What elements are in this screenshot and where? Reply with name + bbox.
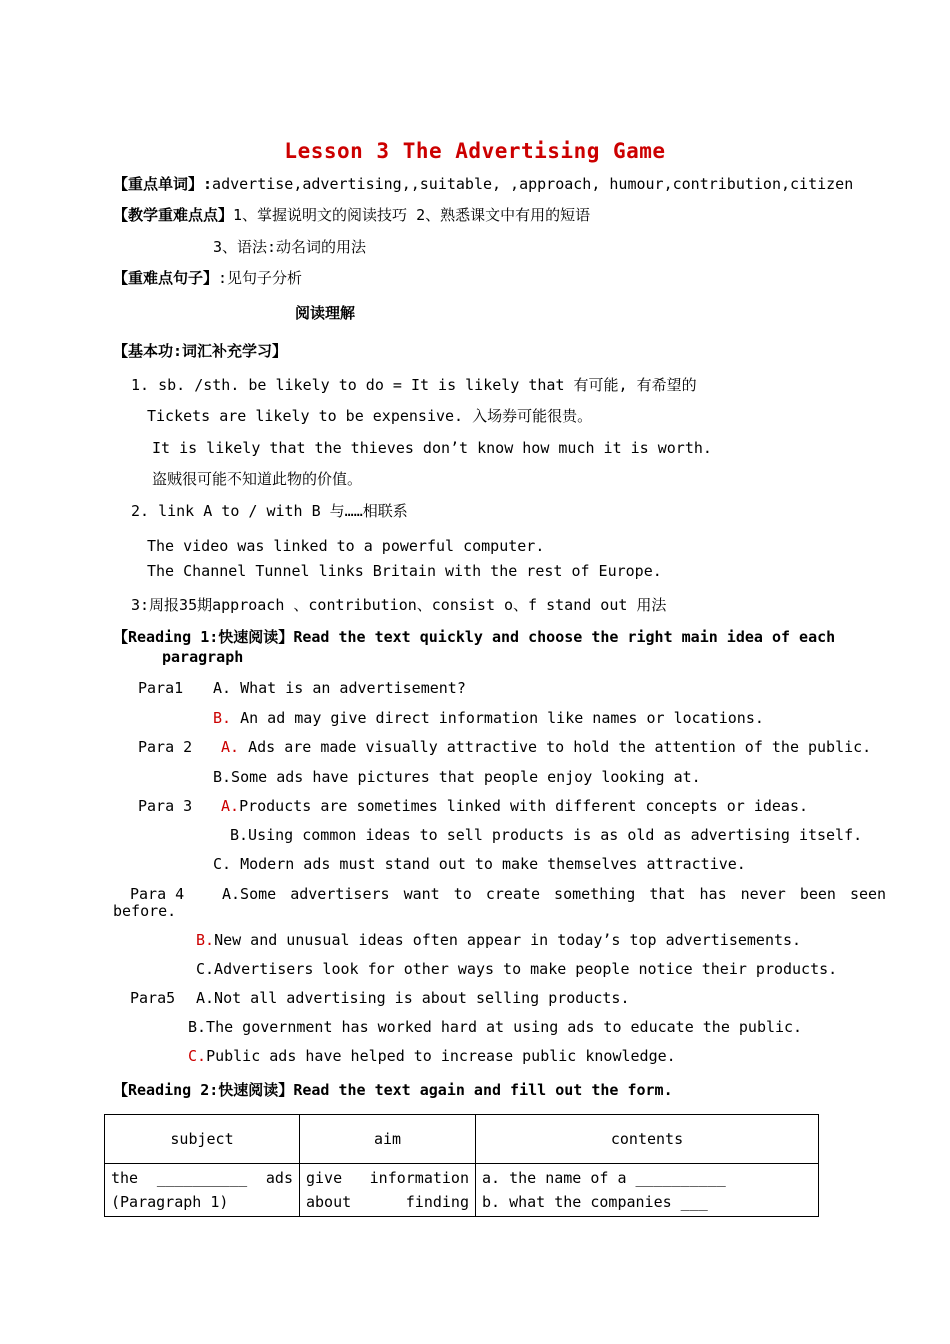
key-sentences-line [113,268,302,288]
para4-option-a-cont: before. [113,902,177,920]
vocab-example-1c: 盗贼很可能不知道此物的价值。 [152,470,363,488]
cell-text: give [306,1169,343,1187]
reading2-heading [113,1080,673,1100]
option-text: Public ads have helped to increase public knowledge. [206,1047,676,1065]
key-vocabulary-text: advertise,advertising,,suitable, ,approach, humour,contribution,citizen [212,175,854,193]
contents-line-2[interactable]: b. what the companies ___ [482,1193,708,1211]
table-header-aim: aim [300,1115,476,1164]
cell-text: about [306,1193,352,1211]
vocab-item-2: 2. link A to / with B 与……相联系 [131,502,408,520]
para4-label: Para 4 [130,885,185,903]
para3-label: Para 3 [138,797,193,815]
reading1-heading [113,627,835,647]
option-letter: A. [213,679,232,697]
para4-option-b [196,930,801,950]
para1-option-a [213,678,466,698]
cell-text: ads [265,1169,293,1187]
table-header-subject: subject [105,1115,300,1164]
page-title: Lesson 3 The Advertising Game [284,139,666,163]
subject-line-2: (Paragraph 1) [111,1193,229,1211]
teaching-focus-text-1: 1、掌握说明文的阅读技巧 2、熟悉课文中有用的短语 [233,206,591,224]
cell-text: the [111,1169,139,1187]
para3-option-a [221,796,808,816]
cell-contents [476,1164,819,1217]
para5-label: Para5 [130,989,176,1007]
vocab-item-3: 3:周报35期approach 、contribution、consist o、f stand out 用法 [131,596,667,614]
para2-option-b: B.Some ads have pictures that people enjoy looking at. [213,768,701,786]
basics-heading: 【基本功:词汇补充学习】 [113,342,288,360]
answer-letter: C. [188,1047,207,1065]
teaching-focus-label: 【教学重难点点】 [113,206,234,224]
reading1-instruction-cont: paragraph [162,648,244,666]
answer-letter: A. [221,738,240,756]
table-header-contents: contents [476,1115,819,1164]
para5-option-c [188,1046,676,1066]
key-sentences-text: :见句子分析 [218,269,303,287]
section-heading: 阅读理解 [295,304,356,322]
table-row [105,1164,819,1217]
key-vocabulary-label: 【重点单词】: [113,175,213,193]
para5-option-a: A.Not all advertising is about selling products. [196,989,630,1007]
vocab-item-1: 1. sb. /sth. be likely to do = It is likely that 有可能, 有希望的 [131,376,697,394]
para2-option-a [221,737,871,757]
aim-line-1 [306,1166,469,1190]
key-sentences-label: 【重难点句子】 [113,269,219,287]
option-text: New and unusual ideas often appear in today’s top advertisements. [214,931,802,949]
blank[interactable]: __________ [156,1169,248,1187]
aim-line-2 [306,1190,469,1214]
para2-label: Para 2 [138,738,193,756]
para3-option-c: C. Modern ads must stand out to make themselves attractive. [213,855,746,873]
cell-aim [300,1164,476,1217]
para4-option-c: C.Advertisers look for other ways to make people notice their products. [196,960,838,978]
answer-letter: B. [213,709,232,727]
para1-label: Para1 [138,679,184,697]
teaching-focus-line [113,205,590,225]
cell-text: finding [405,1193,469,1211]
cell-text: information [369,1169,469,1187]
option-text: What is an advertisement? [231,679,466,697]
teaching-focus-text-2: 3、语法:动名词的用法 [213,238,367,256]
subject-line-1 [111,1166,293,1190]
para1-option-b [213,708,764,728]
option-text: Products are sometimes linked with different concepts or ideas. [239,797,809,815]
para4-option-a: A.Some advertisers want to create something that has never been seen [222,885,887,903]
table-header-row [105,1115,819,1164]
para3-option-b: B.Using common ideas to sell products is as old as advertising itself. [230,826,863,844]
vocab-example-1b: It is likely that the thieves don’t know how much it is worth. [152,439,712,457]
reading1-label: 【Reading 1:快速阅读】 [113,628,294,646]
reading2-instruction: Read the text again and fill out the form. [293,1081,673,1099]
reading1-instruction: Read the text quickly and choose the right main idea of each [293,628,836,646]
contents-line-1[interactable]: a. the name of a __________ [482,1169,726,1187]
option-text: An ad may give direct information like names or locations. [231,709,764,727]
para5-option-b: B.The government has worked hard at using ads to educate the public. [188,1018,803,1036]
answer-letter: B. [196,931,215,949]
reading2-label: 【Reading 2:快速阅读】 [113,1081,294,1099]
key-vocabulary-line [113,174,853,194]
vocab-example-2b: The Channel Tunnel links Britain with the rest of Europe. [147,562,662,580]
vocab-example-2a: The video was linked to a powerful computer. [147,537,545,555]
option-text: Ads are made visually attractive to hold the attention of the public. [239,738,872,756]
cell-subject [105,1164,300,1217]
answer-letter: A. [221,797,240,815]
vocab-example-1a: Tickets are likely to be expensive. 入场券可能很贵。 [147,407,593,425]
fill-in-table [104,1114,819,1217]
